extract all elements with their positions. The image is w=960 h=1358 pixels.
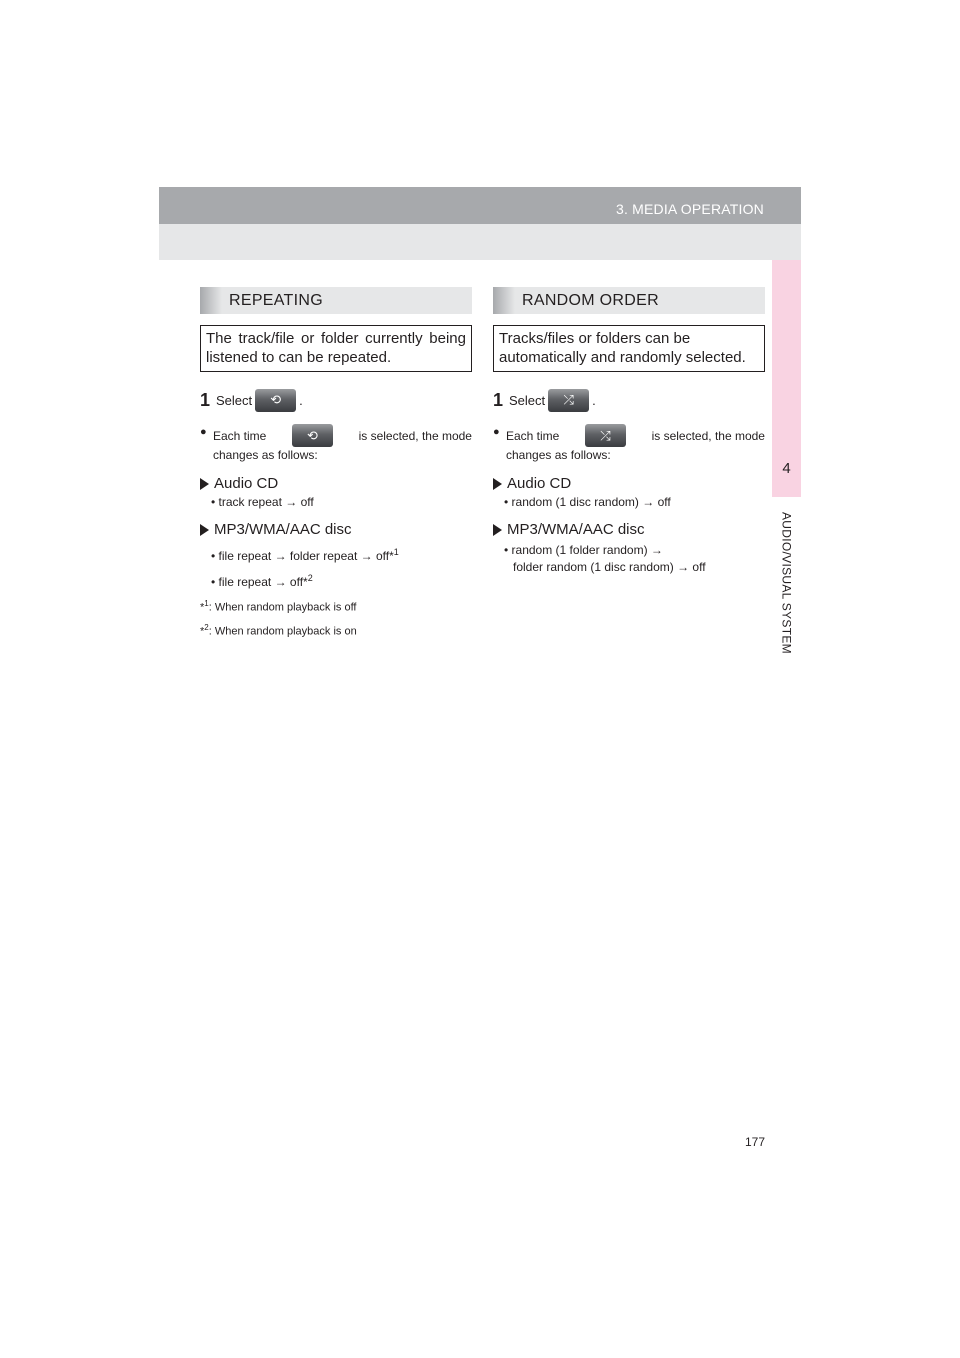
mode-title: MP3/WMA/AAC disc — [507, 521, 645, 538]
mode-item — [200, 544, 472, 565]
repeat-button-inline — [292, 424, 333, 447]
repeating-section — [200, 287, 472, 640]
mode-item — [200, 570, 472, 591]
bullet-part1: Each time — [213, 428, 267, 443]
triangle-icon — [493, 478, 502, 490]
step-period: . — [299, 392, 303, 408]
bullet-part2: is selected, the mode — [358, 428, 472, 443]
mode-heading — [493, 475, 765, 492]
mode-item: • random (1 disc random) → off — [504, 495, 671, 509]
shuffle-icon: ⤮ — [600, 427, 611, 443]
repeat-icon: ⟲ — [270, 392, 282, 407]
chapter-label-container — [772, 497, 801, 669]
triangle-icon — [200, 478, 209, 490]
bullet-icon: ● — [200, 426, 207, 438]
footnote-num: 1 — [204, 599, 209, 608]
mode-item: folder random (1 disc random) → off — [513, 560, 706, 574]
mode-title: MP3/WMA/AAC disc — [214, 521, 352, 538]
chapter-number: 4 — [782, 460, 791, 477]
shuffle-button — [548, 389, 589, 412]
repeating-heading: REPEATING — [200, 287, 472, 314]
mode-item: • random (1 folder random) → — [504, 543, 663, 557]
bullet-part3: changes as follows: — [506, 448, 611, 462]
footnote-ref: 2 — [307, 573, 313, 583]
random-section — [493, 287, 765, 576]
step-number: 1 — [200, 389, 211, 410]
repeat-icon: ⟲ — [307, 427, 318, 443]
bullet-part1: Each time — [506, 428, 560, 443]
bullet-icon: ● — [493, 426, 500, 438]
chapter-label: AUDIO/VISUAL SYSTEM — [779, 512, 794, 654]
shuffle-button-inline — [585, 424, 626, 447]
footnote-text: : When random playback is on — [208, 625, 357, 638]
header-band — [159, 224, 801, 260]
repeating-bullet — [200, 424, 472, 463]
chapter-tab — [772, 260, 801, 497]
section-title: 3. MEDIA OPERATION — [615, 201, 764, 217]
header-bar — [159, 187, 801, 224]
mode-title: Audio CD — [507, 475, 572, 492]
mode-item-text: • file repeat → folder repeat → off* — [211, 549, 394, 563]
footnote-text: : When random playback is off — [208, 601, 357, 614]
mode-item: • track repeat → off — [211, 495, 314, 509]
random-intro: Tracks/files or folders can be automatically and randomly selected. — [493, 325, 765, 372]
step-number: 1 — [493, 389, 504, 410]
triangle-icon — [493, 524, 502, 536]
footnote — [200, 595, 472, 617]
bullet-part2: is selected, the mode — [651, 428, 765, 443]
mode-heading — [493, 521, 765, 538]
page-number: 177 — [745, 1135, 766, 1149]
random-bullet — [493, 424, 765, 463]
mode-title: Audio CD — [214, 475, 279, 492]
footnote-ref: 1 — [393, 547, 399, 557]
repeating-step — [200, 388, 472, 412]
mode-item-text: • file repeat → off* — [211, 575, 308, 589]
bullet-part3: changes as follows: — [213, 448, 318, 462]
step-text: Select — [509, 392, 546, 408]
step-text: Select — [216, 392, 253, 408]
random-heading: RANDOM ORDER — [493, 287, 765, 314]
step-period: . — [592, 392, 596, 408]
repeating-intro: The track/file or folder currently being listened to can be repeated. — [200, 325, 472, 372]
footnote — [200, 619, 472, 641]
repeat-button — [255, 389, 296, 412]
footnote-num: 2 — [204, 622, 209, 632]
mode-heading — [200, 521, 472, 538]
footnote-mark: * — [200, 601, 205, 614]
random-step — [493, 388, 765, 412]
triangle-icon — [200, 524, 209, 536]
footnote-mark: * — [200, 625, 205, 638]
shuffle-icon: ⤮ — [563, 392, 574, 407]
mode-heading — [200, 475, 472, 492]
